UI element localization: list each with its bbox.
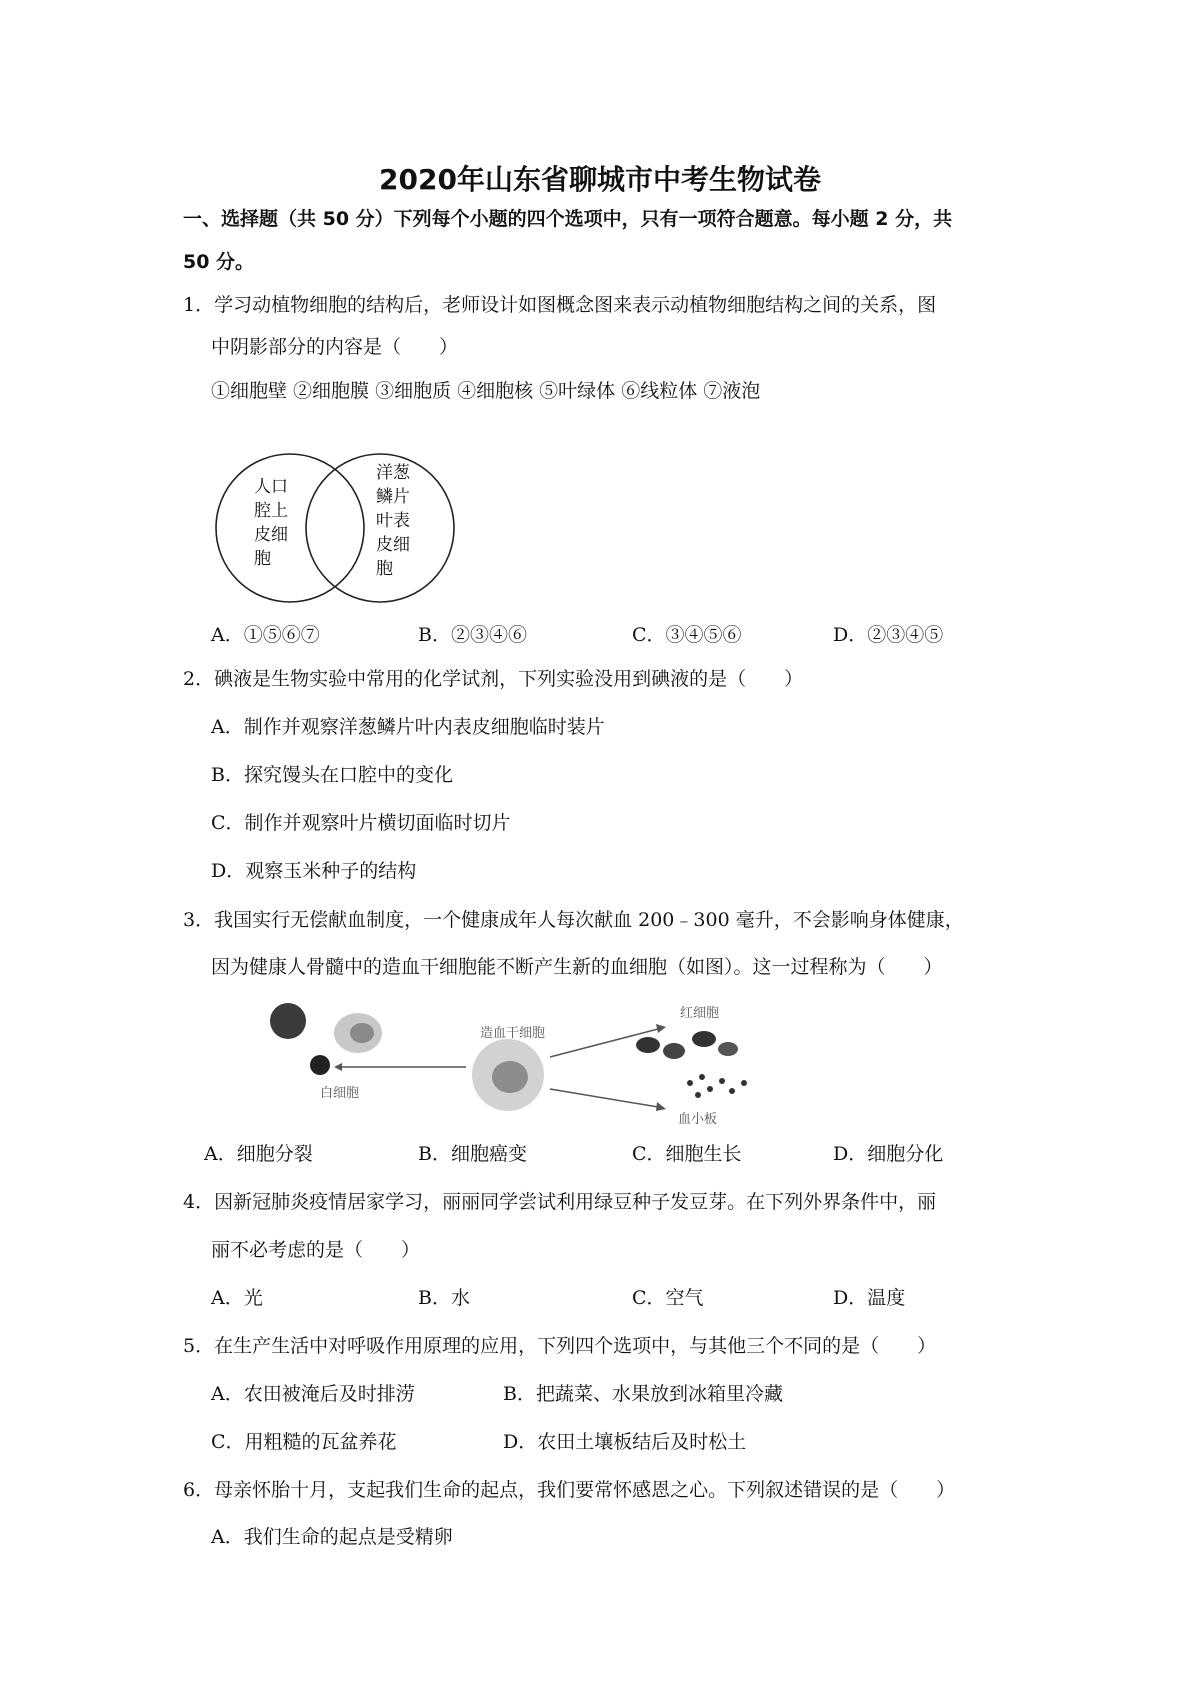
arrow-to-platelet <box>550 1089 658 1107</box>
label-stem-cell: 造血干细胞 <box>480 1026 546 1041</box>
venn-right-label-3: 叶表 <box>376 511 410 531</box>
q4-option-a: A．光 <box>211 1287 263 1309</box>
platelet <box>695 1092 701 1098</box>
venn-right-label-2: 鳞片 <box>376 487 410 507</box>
section-heading-line2: 50 分。 <box>183 251 255 273</box>
q1-option-b: B．②③④⑥ <box>418 624 527 646</box>
q5-option-c: C．用粗糙的瓦盆养花 <box>211 1431 397 1453</box>
venn-left-circle <box>216 454 364 602</box>
q3-option-c: C．细胞生长 <box>632 1143 742 1165</box>
q4-option-b: B．水 <box>418 1287 470 1309</box>
stem-cell-nucleus <box>492 1061 528 1093</box>
q4-stem-line1: 4．因新冠肺炎疫情居家学习，丽丽同学尝试利用绿豆种子发豆芽。在下列外界条件中，丽 <box>183 1191 937 1213</box>
label-white-cell: 白细胞 <box>320 1086 360 1101</box>
platelet <box>687 1080 693 1086</box>
q3-option-b: B．细胞癌变 <box>418 1143 527 1165</box>
label-platelet: 血小板 <box>678 1112 718 1125</box>
venn-left-label-4: 胞 <box>254 549 271 569</box>
white-cell-large <box>270 1003 306 1039</box>
venn-right-label-5: 胞 <box>376 559 393 579</box>
platelet <box>729 1088 735 1094</box>
white-cell-small <box>310 1055 330 1075</box>
q2-option-d: D．观察玉米种子的结构 <box>211 860 417 882</box>
venn-right-label-4: 皮细 <box>376 535 410 555</box>
platelet <box>707 1086 713 1092</box>
platelet <box>699 1074 705 1080</box>
q2-option-c: C．制作并观察叶片横切面临时切片 <box>211 812 511 834</box>
q1-structure-list: ①细胞壁 ②细胞膜 ③细胞质 ④细胞核 ⑤叶绿体 ⑥线粒体 ⑦液泡 <box>211 380 761 402</box>
q1-option-d: D．②③④⑤ <box>833 624 944 646</box>
arrow-head-platelet <box>656 1102 666 1111</box>
q1-option-a: A．①⑤⑥⑦ <box>211 624 320 646</box>
red-cell <box>663 1043 685 1059</box>
q5-option-a: A．农田被淹后及时排涝 <box>211 1383 415 1405</box>
q1-stem-line1: 1．学习动植物细胞的结构后，老师设计如图概念图来表示动植物细胞结构之间的关系，图 <box>183 294 937 316</box>
white-cell-nucleus <box>350 1023 374 1043</box>
red-cell <box>692 1031 716 1047</box>
q3-option-d: D．细胞分化 <box>833 1143 944 1165</box>
q4-option-d: D．温度 <box>833 1287 906 1309</box>
venn-left-label-2: 腔上 <box>254 501 288 521</box>
q2-stem: 2．碘液是生物实验中常用的化学试剂，下列实验没用到碘液的是（ ） <box>183 668 804 690</box>
q3-stem-line1: 3．我国实行无偿献血制度，一个健康成年人每次献血 200﹣300 毫升，不会影响身体健康， <box>183 909 964 931</box>
page-title: 2020年山东省聊城市中考生物试卷 <box>379 163 821 196</box>
venn-diagram <box>212 452 462 604</box>
red-cell <box>636 1037 660 1053</box>
venn-left-label-1: 人口 <box>254 477 288 497</box>
q6-stem: 6．母亲怀胎十月，支起我们生命的起点，我们要常怀感恩之心。下列叙述错误的是（ ） <box>183 1479 956 1501</box>
arrow-head-white <box>334 1063 342 1071</box>
q2-option-b: B．探究馒头在口腔中的变化 <box>211 764 453 786</box>
q6-option-a: A．我们生命的起点是受精卵 <box>211 1526 453 1548</box>
venn-right-label-1: 洋葱 <box>376 463 410 483</box>
q1-option-c: C．③④⑤⑥ <box>632 624 742 646</box>
venn-left-label-3: 皮细 <box>254 525 288 545</box>
platelet <box>719 1078 725 1084</box>
q5-option-d: D．农田土壤板结后及时松土 <box>503 1431 747 1453</box>
q5-option-b: B．把蔬菜、水果放到冰箱里冷藏 <box>503 1383 783 1405</box>
q2-option-a: A．制作并观察洋葱鳞片叶内表皮细胞临时装片 <box>211 716 605 738</box>
blood-cell-figure <box>258 995 828 1125</box>
q1-stem-line2: 中阴影部分的内容是（ ） <box>211 336 459 358</box>
q4-option-c: C．空气 <box>632 1287 704 1309</box>
q4-stem-line2: 丽不必考虑的是（ ） <box>211 1239 421 1261</box>
q5-stem: 5．在生产生活中对呼吸作用原理的应用，下列四个选项中，与其他三个不同的是（ ） <box>183 1335 937 1357</box>
arrow-head-red <box>656 1024 666 1033</box>
q3-stem-line2: 因为健康人骨髓中的造血干细胞能不断产生新的血细胞（如图）。这一过程称为（ ） <box>211 956 943 978</box>
red-cell <box>718 1042 738 1056</box>
platelet <box>741 1080 747 1086</box>
label-red-cell: 红细胞 <box>680 1006 720 1021</box>
q3-option-a: A．细胞分裂 <box>204 1143 313 1165</box>
section-heading-line1: 一、选择题（共 50 分）下列每个小题的四个选项中，只有一项符合题意。每小题 2 分，共 <box>183 208 953 230</box>
